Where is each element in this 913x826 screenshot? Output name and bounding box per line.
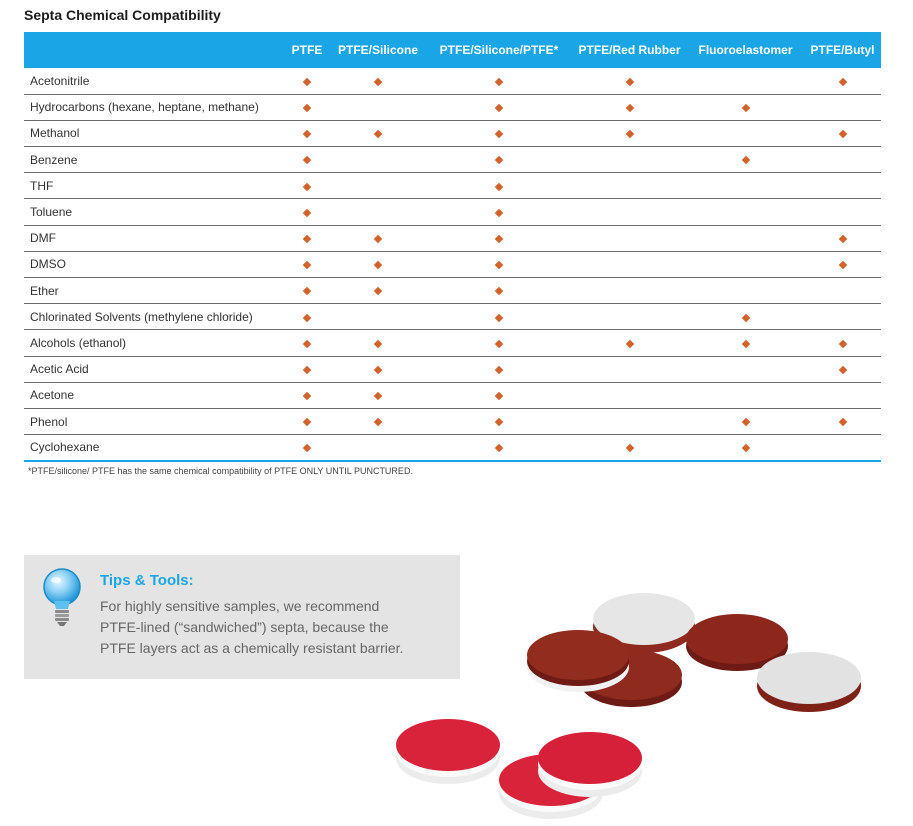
compatible-diamond-icon <box>374 130 382 138</box>
compatibility-cell <box>284 408 330 434</box>
compatibility-cell <box>687 68 804 94</box>
compatible-diamond-icon <box>374 392 382 400</box>
compatibility-cell <box>284 225 330 251</box>
compatibility-cell <box>284 304 330 330</box>
compatible-diamond-icon <box>495 182 503 190</box>
compatible-diamond-icon <box>303 77 311 85</box>
compatible-diamond-icon <box>303 182 311 190</box>
column-header-chemical <box>24 32 284 68</box>
compatible-diamond-icon <box>495 261 503 269</box>
compatibility-cell <box>572 278 687 304</box>
compatibility-cell <box>572 68 687 94</box>
compatible-diamond-icon <box>374 418 382 426</box>
tips-line: PTFE layers act as a chemically resistant barrier. <box>100 640 404 656</box>
compatible-diamond-icon <box>838 130 846 138</box>
compatibility-cell <box>426 330 572 356</box>
compatibility-cell <box>804 356 881 382</box>
table-header-row <box>24 32 881 68</box>
septum-pink-right <box>538 732 642 797</box>
compatibility-cell <box>330 147 426 173</box>
table-row <box>24 330 881 356</box>
compatibility-cell <box>572 330 687 356</box>
compatible-diamond-icon <box>303 130 311 138</box>
table-row <box>24 147 881 173</box>
compatible-diamond-icon <box>495 209 503 217</box>
compatibility-cell <box>284 94 330 120</box>
compatible-diamond-icon <box>374 77 382 85</box>
chemical-name: DMF <box>24 225 284 251</box>
table-row <box>24 120 881 146</box>
compatible-diamond-icon <box>495 104 503 112</box>
compatible-diamond-icon <box>495 156 503 164</box>
compatibility-cell <box>330 382 426 408</box>
septa-product-image <box>380 575 880 820</box>
table-row <box>24 94 881 120</box>
compatibility-cell <box>572 304 687 330</box>
compatibility-cell <box>426 173 572 199</box>
compatible-diamond-icon <box>374 340 382 348</box>
compatibility-cell <box>804 435 881 461</box>
column-header-ptfe-silicone: PTFE/Silicone <box>337 43 418 57</box>
compatible-diamond-icon <box>374 287 382 295</box>
compatibility-cell <box>804 304 881 330</box>
compatibility-cell <box>572 147 687 173</box>
compatibility-cell <box>572 382 687 408</box>
compatibility-cell <box>426 251 572 277</box>
compatible-diamond-icon <box>741 418 749 426</box>
compatible-diamond-icon <box>625 340 633 348</box>
compatible-diamond-icon <box>303 104 311 112</box>
table-row <box>24 173 881 199</box>
compatibility-cell <box>284 199 330 225</box>
table-body <box>24 68 881 461</box>
septum-white-right <box>757 652 861 712</box>
compatibility-cell <box>330 435 426 461</box>
compatibility-cell <box>330 408 426 434</box>
compatibility-cell <box>687 408 804 434</box>
compatibility-cell <box>804 408 881 434</box>
compatibility-cell <box>284 330 330 356</box>
compatible-diamond-icon <box>838 235 846 243</box>
compatibility-cell <box>284 278 330 304</box>
compatibility-cell <box>284 356 330 382</box>
chemical-name: DMSO <box>24 251 284 277</box>
compatibility-cell <box>687 94 804 120</box>
compatibility-cell <box>330 68 426 94</box>
compatible-diamond-icon <box>495 235 503 243</box>
compatible-diamond-icon <box>374 366 382 374</box>
compatible-diamond-icon <box>625 130 633 138</box>
table-row <box>24 382 881 408</box>
column-header-ptfe-silicone-ptfe: PTFE/Silicone/PTFE* <box>439 43 559 57</box>
compatible-diamond-icon <box>374 235 382 243</box>
compatibility-cell <box>804 120 881 146</box>
compatible-diamond-icon <box>495 366 503 374</box>
compatibility-cell <box>804 382 881 408</box>
compatible-diamond-icon <box>741 340 749 348</box>
compatibility-cell <box>572 408 687 434</box>
compatibility-cell <box>426 94 572 120</box>
column-header-ptfe-butyl: PTFE/Butyl <box>810 43 875 57</box>
compatible-diamond-icon <box>495 287 503 295</box>
compatible-diamond-icon <box>838 77 846 85</box>
compatibility-cell <box>330 173 426 199</box>
compatible-diamond-icon <box>495 444 503 452</box>
compatibility-cell <box>804 278 881 304</box>
lightbulb-icon <box>40 567 84 629</box>
compatibility-cell <box>804 251 881 277</box>
table-row <box>24 435 881 461</box>
compatibility-cell <box>572 225 687 251</box>
table-row <box>24 251 881 277</box>
compatibility-cell <box>804 147 881 173</box>
compatibility-cell <box>572 199 687 225</box>
compatibility-cell <box>804 225 881 251</box>
compatible-diamond-icon <box>303 340 311 348</box>
compatibility-cell <box>330 199 426 225</box>
table-row <box>24 225 881 251</box>
compatibility-cell <box>426 304 572 330</box>
tips-line: PTFE-lined (“sandwiched”) septa, because the <box>100 619 389 635</box>
compatibility-cell <box>330 225 426 251</box>
compatible-diamond-icon <box>838 261 846 269</box>
table-row <box>24 304 881 330</box>
compatibility-cell <box>284 435 330 461</box>
compatible-diamond-icon <box>495 313 503 321</box>
compatible-diamond-icon <box>303 156 311 164</box>
compatibility-cell <box>284 68 330 94</box>
compatibility-cell <box>330 356 426 382</box>
compatibility-cell <box>426 356 572 382</box>
compatibility-cell <box>687 435 804 461</box>
compatibility-cell <box>572 173 687 199</box>
compatibility-cell <box>330 120 426 146</box>
compatibility-cell <box>426 147 572 173</box>
compatibility-cell <box>284 382 330 408</box>
compatibility-cell <box>687 330 804 356</box>
compatibility-cell <box>426 435 572 461</box>
compatible-diamond-icon <box>303 287 311 295</box>
compatibility-cell <box>330 278 426 304</box>
compatibility-cell <box>330 94 426 120</box>
compatibility-cell <box>426 408 572 434</box>
compatible-diamond-icon <box>741 313 749 321</box>
compatible-diamond-icon <box>741 156 749 164</box>
chemical-name: Toluene <box>24 199 284 225</box>
compatibility-cell <box>426 68 572 94</box>
chemical-name: Acetone <box>24 382 284 408</box>
compatibility-cell <box>426 225 572 251</box>
compatible-diamond-icon <box>625 444 633 452</box>
column-header-ptfe: PTFE <box>291 43 323 57</box>
compatibility-cell <box>687 382 804 408</box>
tips-title: Tips & Tools: <box>100 572 194 589</box>
compatible-diamond-icon <box>303 313 311 321</box>
chemical-name: Ether <box>24 278 284 304</box>
septum-pink-left <box>396 719 500 784</box>
footnote: *PTFE/silicone/ PTFE has the same chemical compatibility of PTFE ONLY UNTIL PUNCTURED. <box>28 466 413 476</box>
compatibility-cell <box>687 278 804 304</box>
chemical-name: THF <box>24 173 284 199</box>
chemical-name: Alcohols (ethanol) <box>24 330 284 356</box>
compatible-diamond-icon <box>741 444 749 452</box>
chemical-name: Benzene <box>24 147 284 173</box>
compatibility-cell <box>426 278 572 304</box>
compatible-diamond-icon <box>495 130 503 138</box>
compatibility-cell <box>284 147 330 173</box>
compatibility-cell <box>687 173 804 199</box>
chemical-name: Phenol <box>24 408 284 434</box>
compatibility-cell <box>572 435 687 461</box>
chemical-name: Chlorinated Solvents (methylene chloride) <box>24 304 284 330</box>
chemical-name: Cyclohexane <box>24 435 284 461</box>
compatible-diamond-icon <box>374 261 382 269</box>
compatible-diamond-icon <box>303 444 311 452</box>
compatibility-cell <box>687 251 804 277</box>
compatibility-cell <box>330 330 426 356</box>
compatible-diamond-icon <box>303 418 311 426</box>
compatibility-cell <box>804 68 881 94</box>
compatibility-cell <box>804 94 881 120</box>
chemical-name: Acetonitrile <box>24 68 284 94</box>
column-header-ptfe-red-rubber: PTFE/Red Rubber <box>578 43 681 57</box>
compatibility-cell <box>572 251 687 277</box>
compatible-diamond-icon <box>625 104 633 112</box>
compatibility-cell <box>426 382 572 408</box>
compatible-diamond-icon <box>495 392 503 400</box>
table-row <box>24 68 881 94</box>
page-title: Septa Chemical Compatibility <box>24 7 221 23</box>
compatible-diamond-icon <box>625 77 633 85</box>
compatibility-cell <box>330 251 426 277</box>
compatibility-cell <box>426 199 572 225</box>
table-row <box>24 199 881 225</box>
compatibility-cell <box>687 120 804 146</box>
compatible-diamond-icon <box>838 366 846 374</box>
column-header-fluoroelastomer: Fluoroelastomer <box>698 43 793 57</box>
compatibility-cell <box>687 225 804 251</box>
compatible-diamond-icon <box>303 235 311 243</box>
compatibility-cell <box>687 199 804 225</box>
compatibility-cell <box>804 199 881 225</box>
compatibility-cell <box>687 304 804 330</box>
compatibility-table <box>24 32 881 462</box>
compatibility-cell <box>804 173 881 199</box>
compatibility-cell <box>284 120 330 146</box>
compatible-diamond-icon <box>303 209 311 217</box>
compatible-diamond-icon <box>838 418 846 426</box>
compatible-diamond-icon <box>303 392 311 400</box>
compatible-diamond-icon <box>495 77 503 85</box>
compatibility-cell <box>687 147 804 173</box>
compatible-diamond-icon <box>741 104 749 112</box>
tips-line: For highly sensitive samples, we recommend <box>100 598 380 614</box>
chemical-name: Methanol <box>24 120 284 146</box>
compatible-diamond-icon <box>303 366 311 374</box>
compatibility-cell <box>330 304 426 330</box>
chemical-name: Hydrocarbons (hexane, heptane, methane) <box>24 94 284 120</box>
compatibility-cell <box>426 120 572 146</box>
compatible-diamond-icon <box>495 340 503 348</box>
compatibility-cell <box>284 251 330 277</box>
compatibility-cell <box>572 356 687 382</box>
table-row <box>24 408 881 434</box>
compatibility-cell <box>284 173 330 199</box>
compatible-diamond-icon <box>495 418 503 426</box>
compatibility-cell <box>572 120 687 146</box>
table-row <box>24 278 881 304</box>
compatible-diamond-icon <box>838 340 846 348</box>
compatibility-cell <box>572 94 687 120</box>
compatibility-cell <box>804 330 881 356</box>
compatible-diamond-icon <box>303 261 311 269</box>
compatibility-cell <box>687 356 804 382</box>
table-row <box>24 356 881 382</box>
chemical-name: Acetic Acid <box>24 356 284 382</box>
